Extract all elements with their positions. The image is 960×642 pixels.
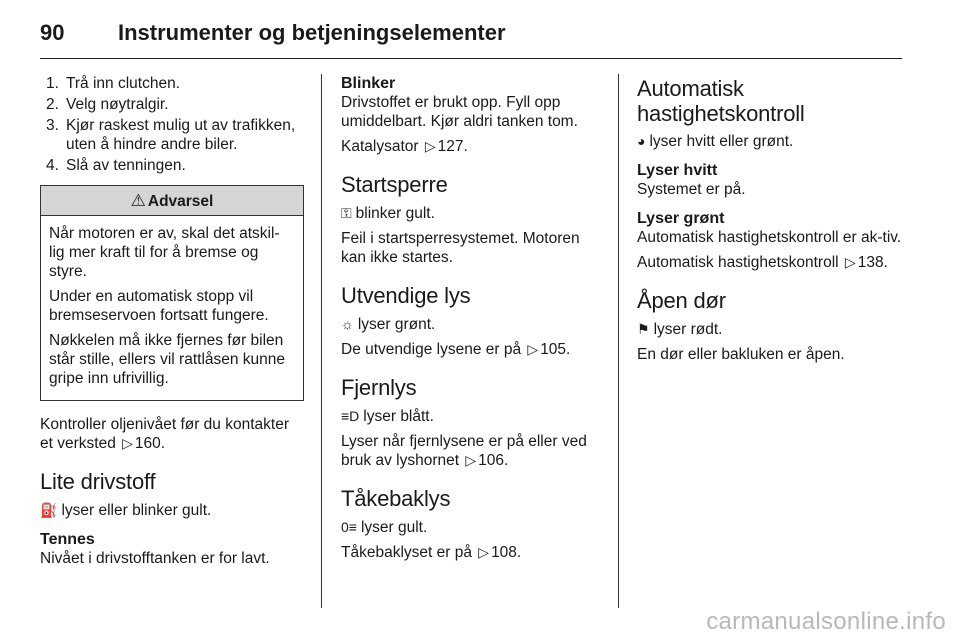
warning-header (41, 186, 303, 216)
cruise-ref-paragraph: Automatisk hastighetskontroll ▷ 138. (637, 254, 888, 271)
subheading-blinker: Blinker (341, 75, 396, 92)
page-reference-icon: ▷ (424, 138, 436, 154)
list-item: 2. Velg nøytralgir. (46, 96, 169, 113)
section-heading-fjernlys: Fjernlys (341, 375, 417, 400)
list-item: 4. Slå av tenningen. (46, 157, 186, 174)
page-reference-icon: ▷ (465, 452, 477, 468)
section-heading-cruise: Automatisk hastighetskontroll (637, 76, 805, 126)
page-reference-icon: ▷ (844, 254, 856, 270)
subheading-lyser-hvitt: Lyser hvitt (637, 162, 718, 179)
warning-paragraph: Nøkkelen må ikke fjernes før bilen står stille, ellers vil rattlåsen kunne gripe inn ufrivillig. (49, 332, 286, 387)
column-divider (321, 74, 322, 608)
car-key-icon: ⚿ (341, 205, 352, 221)
warning-paragraph: Når motoren er av, skal det atskil-lig mer kraft til for å bremse og styre. (49, 225, 280, 280)
column-divider (618, 74, 619, 608)
page-reference-icon: ▷ (527, 341, 539, 357)
side-light-icon: ☼ (341, 316, 354, 332)
blinker-text: Drivstoffet er brukt opp. Fyll opp umiddelbart. Kjør aldri tanken tom. (341, 94, 578, 130)
warning-paragraph: Under en automatisk stopp vil bremseservoen fortsatt fungere. (49, 288, 269, 324)
list-item: 1. Trå inn clutchen. (46, 75, 181, 92)
takebaklys-text: Tåkebaklyset er på ▷ 108. (341, 544, 522, 561)
column-left (40, 74, 304, 574)
warning-box (40, 185, 304, 401)
section-heading-takebaklys: Tåkebaklys (341, 486, 451, 511)
cruise-status: ◕ lyser hvitt eller grønt. (637, 133, 794, 150)
page-header (40, 18, 902, 59)
page-number: 90 (40, 20, 65, 45)
katalysator-paragraph: Katalysator ▷ 127. (341, 138, 468, 155)
page-title: Instrumenter og betjeningselementer (118, 20, 506, 45)
section-heading-startsperre: Startsperre (341, 172, 448, 197)
page-reference-icon: ▷ (478, 544, 490, 560)
section-heading-fuel: Lite drivstoff (40, 469, 156, 494)
high-beam-icon: ≡D (341, 408, 360, 424)
warning-triangle-icon: ⚠ (130, 191, 146, 210)
speedometer-icon: ◕ (637, 133, 646, 149)
list-item: 3. Kjør raskest mulig ut av trafikken, uten å hindre andre biler. (46, 117, 296, 153)
oil-paragraph: Kontroller oljenivået før du kontakter et verksted ▷ 160. (40, 416, 289, 452)
startsperre-status: ⚿ blinker gult. (341, 205, 435, 222)
door-text: En dør eller bakluken er åpen. (637, 346, 845, 363)
section-heading-apen-dor: Åpen dør (637, 288, 726, 313)
tennes-text: Nivået i drivstofftanken er for lavt. (40, 550, 270, 567)
door-open-icon: ⚑ (637, 321, 650, 337)
watermark-logo: carmanualsonline.info (706, 608, 946, 635)
column-middle (341, 74, 603, 568)
utvendige-text: De utvendige lysene er på ▷ 105. (341, 341, 571, 358)
fjernlys-text: Lyser når fjernlysene er på eller ved bruk av lyshornet ▷ 106. (341, 433, 587, 469)
page-reference-icon: ▷ (122, 435, 133, 451)
utvendige-status: ☼ lyser grønt. (341, 316, 436, 333)
step-list (40, 74, 304, 175)
subheading-tennes: Tennes (40, 531, 95, 548)
fuel-status: ⛽ lyser eller blinker gult. (40, 502, 212, 519)
column-right (637, 74, 905, 370)
fuel-pump-icon: ⛽ (40, 502, 58, 518)
fjernlys-status: ≡D lyser blått. (341, 408, 434, 425)
rear-fog-light-icon: 0≡ (341, 519, 357, 535)
startsperre-text: Feil i startsperresystemet. Motoren kan ikke startes. (341, 230, 580, 266)
subheading-lyser-gront: Lyser grønt (637, 210, 725, 227)
hvitt-text: Systemet er på. (637, 181, 746, 198)
door-status: ⚑ lyser rødt. (637, 321, 723, 338)
gront-text: Automatisk hastighetskontroll er ak-tiv. (637, 229, 902, 246)
takebaklys-status: 0≡ lyser gult. (341, 519, 428, 536)
warning-body (41, 216, 303, 400)
warning-title: Advarsel (147, 193, 214, 210)
section-heading-utvendige-lys: Utvendige lys (341, 283, 471, 308)
